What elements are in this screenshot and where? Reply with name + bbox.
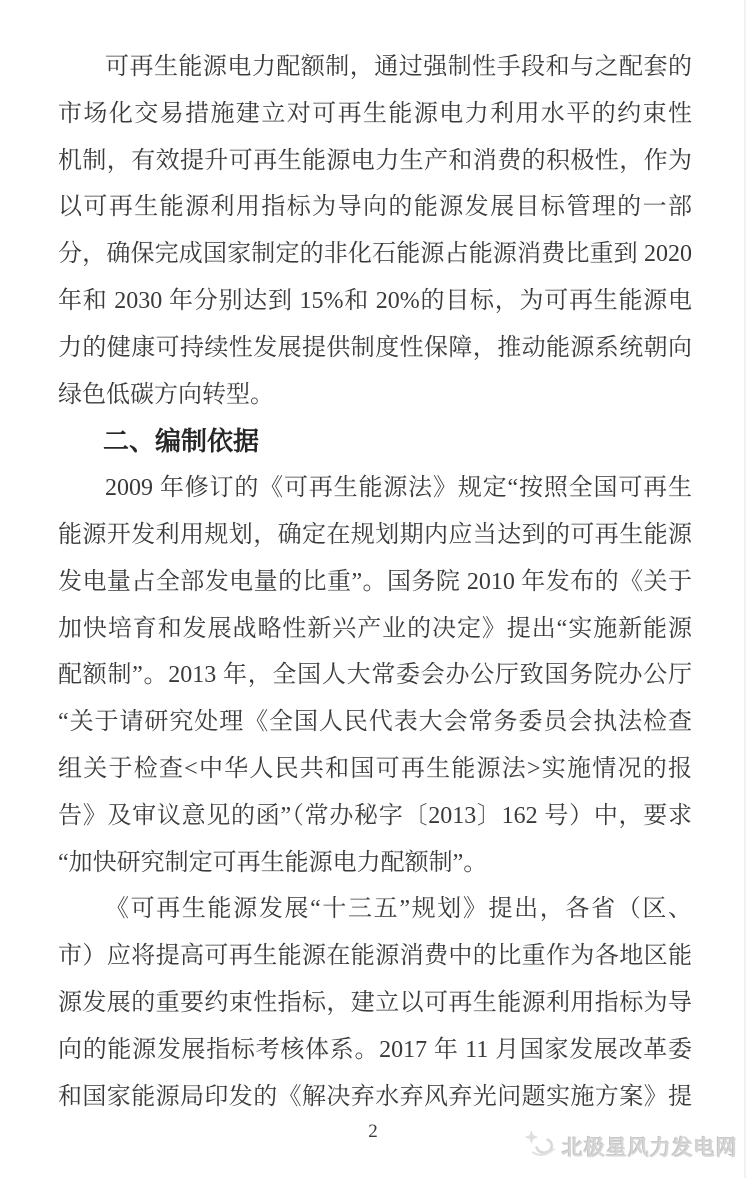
text-line: 2009 年修订的《可再生能源法》规定“按照全国可再生 [105, 475, 692, 502]
paragraph-quota-intro [58, 44, 692, 418]
text-line: “加快研究制定可再生能源电力配额制”。 [58, 849, 488, 876]
document-body [58, 44, 692, 1120]
text-line: 能源开发利用规划，确定在规划期内应当达到的可再生能源 [58, 521, 692, 548]
text-line: 力的健康可持续性发展提供制度性保障，推动能源系统朝向 [58, 334, 692, 361]
text-line: 市场化交易措施建立对可再生能源电力利用水平的约束性 [58, 100, 692, 127]
page-number: 2 [368, 1121, 378, 1142]
text-line: 绿色低碳方向转型。 [58, 381, 274, 408]
text-line: 告》及审议意见的函”（常办秘字〔2013〕162 号）中，要求 [58, 802, 692, 829]
text-line: 源发展的重要约束性指标，建立以可再生能源利用指标为导 [58, 989, 692, 1016]
text-line: 机制，有效提升可再生能源电力生产和消费的积极性，作为 [58, 147, 692, 174]
text-line: 加快培育和发展战略性新兴产业的决定》提出“实施新能源 [58, 615, 692, 642]
watermark [522, 1129, 738, 1164]
section-heading: 二、编制依据 [103, 426, 260, 457]
text-line: 《可再生能源发展“十三五”规划》提出，各省（区、 [105, 896, 692, 923]
text-line: 和国家能源局印发的《解决弃水弃风弃光问题实施方案》提 [58, 1083, 692, 1110]
text-line: 市）应将提高可再生能源在能源消费中的比重作为各地区能 [58, 943, 692, 970]
text-line: 发电量占全部发电量的比重”。国务院 2010 年发布的《关于 [58, 568, 692, 595]
star-swoosh-logo-icon [522, 1129, 558, 1164]
text-line: 向的能源发展指标考核体系。2017 年 11 月国家发展改革委 [58, 1036, 692, 1063]
text-line: 以可再生能源利用指标为导向的能源发展目标管理的一部 [58, 194, 692, 221]
text-line: 年和 2030 年分别达到 15%和 20%的目标，为可再生能源电 [58, 287, 692, 314]
text-line: “关于请研究处理《全国人民代表大会常务委员会执法检查 [58, 709, 692, 736]
text-line: 组关于检查<中华人民共和国可再生能源法>实施情况的报 [58, 755, 692, 782]
watermark-site-name: 北极星风力发电网 [562, 1136, 738, 1160]
paragraph-135-plan [58, 886, 692, 1120]
text-line: 可再生能源电力配额制，通过强制性手段和与之配套的 [105, 54, 692, 80]
text-line: 分，确保完成国家制定的非化石能源占能源消费比重到 2020 [58, 241, 692, 268]
text-line: 配额制”。2013 年，全国人大常委会办公厅致国务院办公厅 [58, 662, 692, 689]
paragraph-legal-basis [58, 465, 692, 886]
